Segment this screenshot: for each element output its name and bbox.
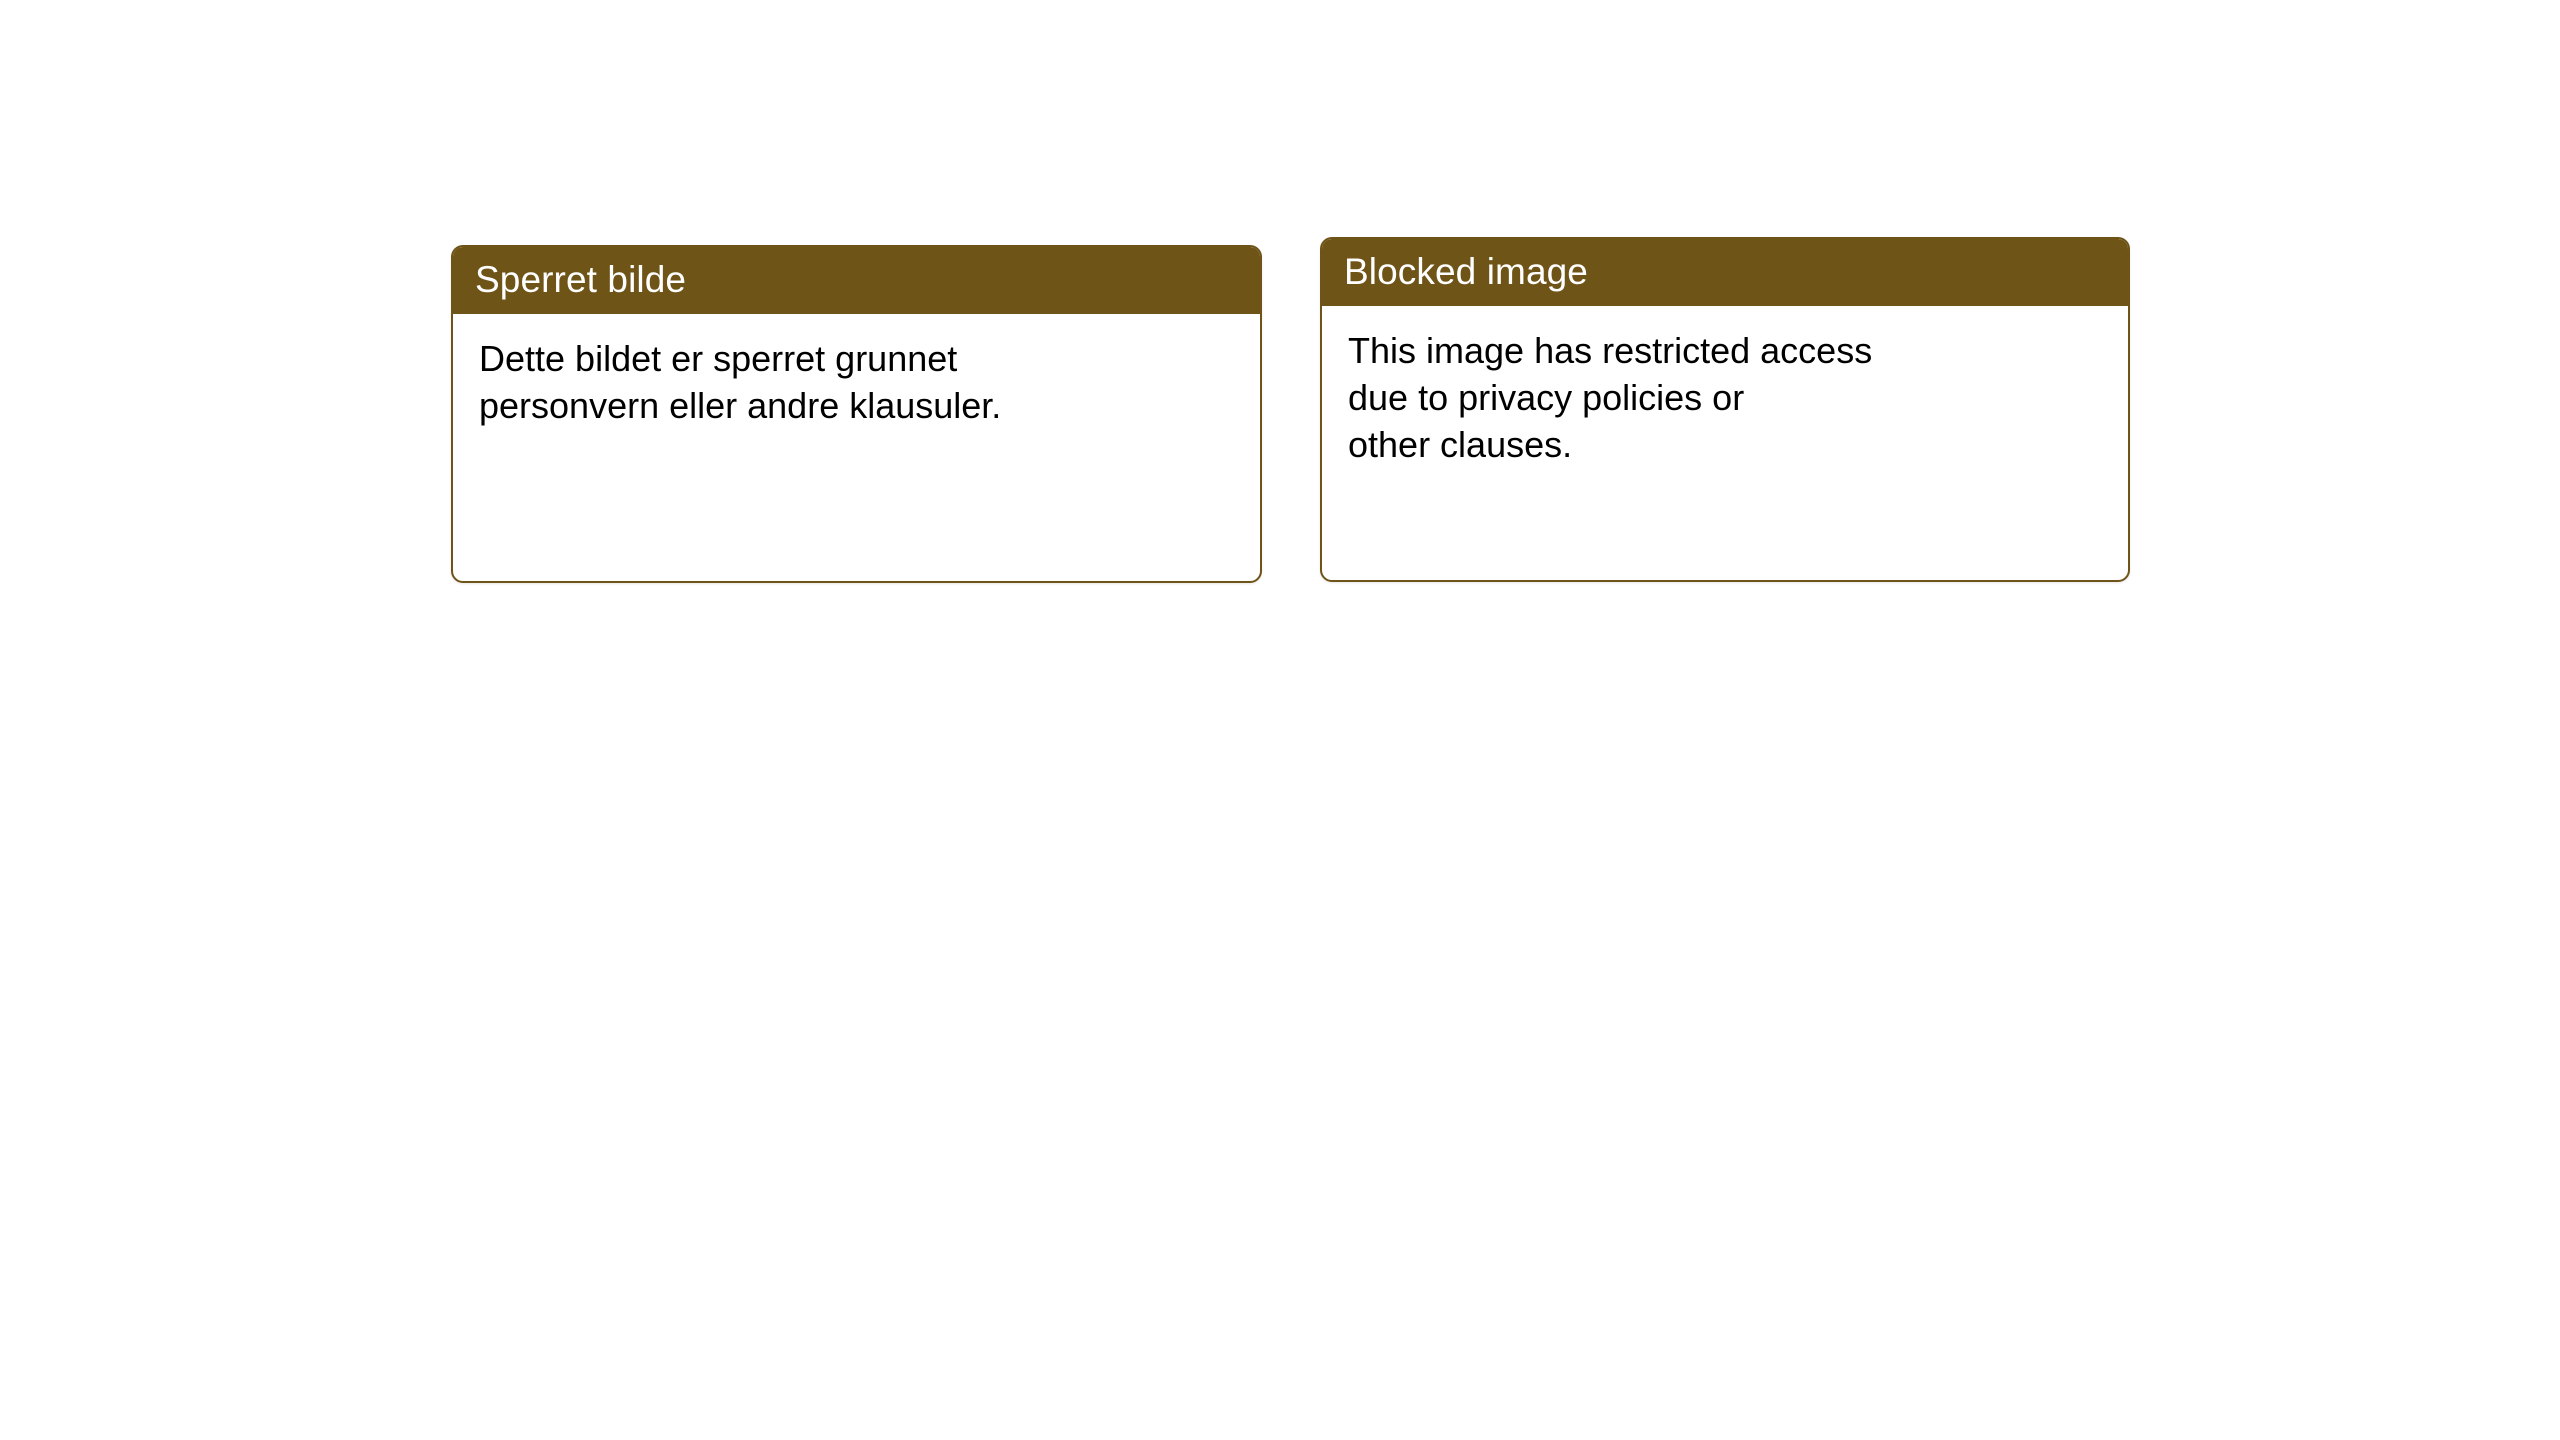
blocked-image-notice-en-body — [1322, 306, 2128, 468]
blocked-image-notice-en — [1320, 237, 2130, 582]
blocked-image-notice-no-body-line-1: Dette bildet er sperret grunnet — [479, 338, 958, 379]
blocked-image-notice-en-body-line-1: This image has restricted access — [1348, 330, 1873, 371]
blocked-image-notice-no-body — [453, 314, 1260, 430]
blocked-image-notice-en-body-line-2: due to privacy policies or — [1348, 376, 1745, 418]
blocked-image-notice-en-title: Blocked image — [1322, 239, 2128, 306]
blocked-image-notice-no-title: Sperret bilde — [453, 247, 1260, 314]
blocked-image-notice-en-body-line-3: other clauses. — [1348, 423, 1573, 465]
blocked-image-notice-no — [451, 245, 1262, 583]
blocked-image-notice-no-body-line-2: personvern eller andre klausuler. — [479, 384, 1002, 426]
